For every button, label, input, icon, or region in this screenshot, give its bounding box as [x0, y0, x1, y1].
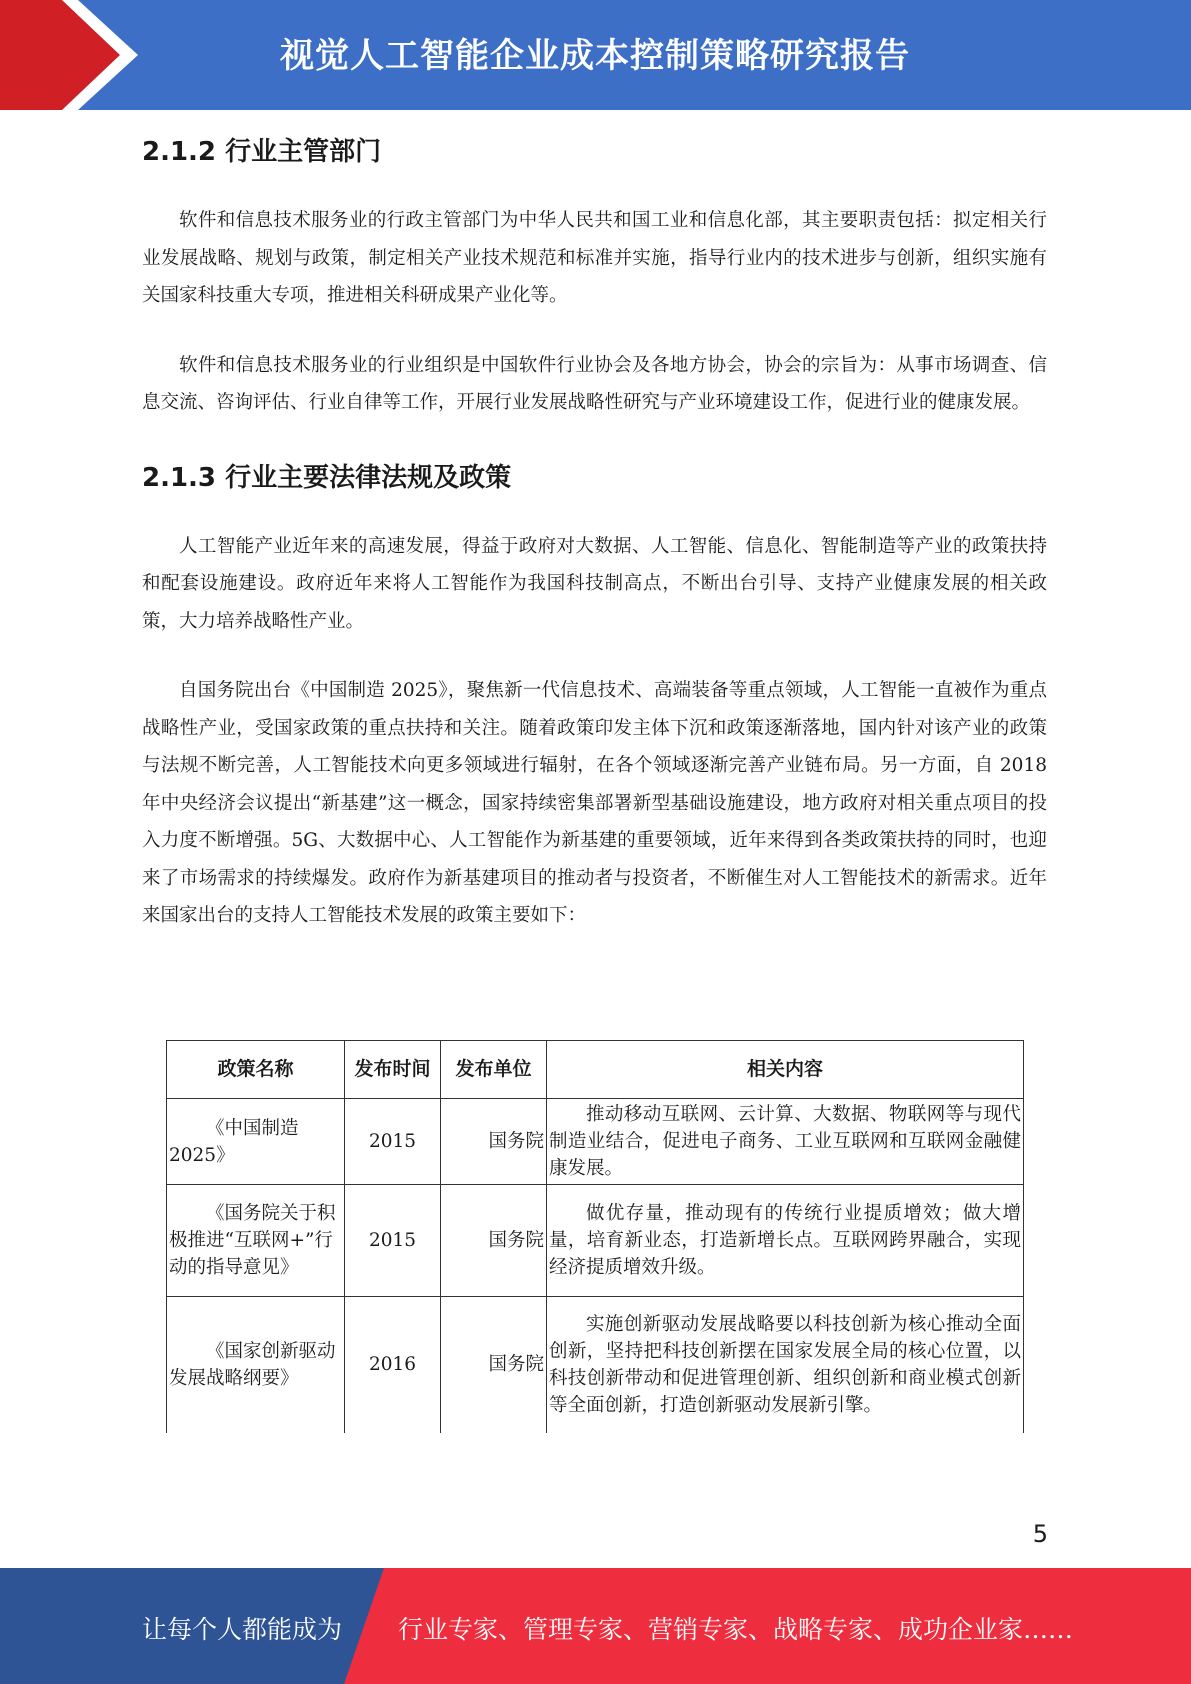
table-row	[167, 1099, 1024, 1185]
table-header-row	[167, 1041, 1024, 1099]
column-header-policy-name: 政策名称	[167, 1041, 345, 1099]
policy-name-cell: 《国务院关于积极推进“互联网+”行动的指导意见》	[167, 1185, 345, 1297]
section-heading-2-1-2: 2.1.2 行业主管部门	[142, 137, 382, 167]
paragraph: 软件和信息技术服务业的行政主管部门为中华人民共和国工业和信息化部，其主要职责包括：拟定相关行业发展战略、规划与政策，制定相关产业技术规范和标准并实施，指导行业内的技术进步与创新，组织实施有关国家科技重大专项，推进相关科研成果产业化等。	[142, 210, 1047, 306]
issuer-cell: 国务院	[441, 1185, 547, 1297]
release-time-cell: 2016	[345, 1297, 441, 1433]
table-row	[167, 1185, 1024, 1297]
footer-slogan-left: 让每个人都能成为	[142, 1615, 343, 1644]
content-cell: 实施创新驱动发展战略要以科技创新为核心推动全面创新，坚持把科技创新摆在国家发展全局的核心位置，以科技创新带动和促进管理创新、组织创新和商业模式创新等全面创新，打造创新驱动发展新引擎。	[547, 1297, 1024, 1433]
policy-name-cell: 《国家创新驱动发展战略纲要》	[167, 1297, 345, 1433]
paragraph: 自国务院出台《中国制造 2025》，聚焦新一代信息技术、高端装备等重点领域，人工智能一直被作为重点战略性产业，受国家政策的重点扶持和关注。随着政策印发主体下沉和政策逐渐落地，国内针对该产业的政策与法规不断完善，人工智能技术向更多领域进行辐射，在各个领域逐渐完善产业链布局。另一方面，自 2018 年中央经济会议提出“新基建”这一概念，国家持续密集部署新型基础设施建设，地方政府对相关重点项目的投入力度不断增强。5G、大数据中心、人工智能作为新基建的重要领域，近年来得到各类政策扶持的同时，也迎来了市场需求的持续爆发。政府作为新基建项目的推动者与投资者，不断催生对人工智能技术的新需求。近年来国家出台的支持人工智能技术发展的政策主要如下：	[142, 680, 1047, 926]
release-time-cell: 2015	[345, 1185, 441, 1297]
paragraph: 人工智能产业近年来的高速发展，得益于政府对大数据、人工智能、信息化、智能制造等产业的政策扶持和配套设施建设。政府近年来将人工智能作为我国科技制高点，不断出台引导、支持产业健康发展的相关政策，大力培养战略性产业。	[142, 535, 1047, 632]
column-header-content: 相关内容	[547, 1041, 1024, 1099]
release-time-cell: 2015	[345, 1099, 441, 1185]
document-body	[142, 128, 1047, 935]
paragraph: 软件和信息技术服务业的行业组织是中国软件行业协会及各地方协会，协会的宗旨为：从事市场调查、信息交流、咨询评估、行业自律等工作，开展行业发展战略性研究与产业环境建设工作，促进行业的健康发展。	[142, 354, 1047, 413]
column-header-release-time: 发布时间	[345, 1041, 441, 1099]
content-cell: 推动移动互联网、云计算、大数据、物联网等与现代制造业结合，促进电子商务、工业互联网和互联网金融健康发展。	[547, 1099, 1024, 1185]
report-header	[0, 0, 1191, 110]
page-number: 5	[1032, 1520, 1048, 1548]
issuer-cell: 国务院	[441, 1297, 547, 1433]
report-footer	[0, 1568, 1191, 1684]
table-row	[167, 1297, 1024, 1433]
report-title: 视觉人工智能企业成本控制策略研究报告	[280, 36, 910, 76]
header-arrow-graphic	[0, 0, 160, 110]
content-cell: 做优存量，推动现有的传统行业提质增效；做大增量，培育新业态，打造新增长点。互联网跨界融合，实现经济提质增效升级。	[547, 1185, 1024, 1297]
column-header-issuer: 发布单位	[441, 1041, 547, 1099]
section-heading-2-1-3: 2.1.3 行业主要法律法规及政策	[142, 462, 512, 493]
policy-table	[166, 1040, 1024, 1433]
issuer-cell: 国务院	[441, 1099, 547, 1185]
policy-name-cell: 《中国制造 2025》	[167, 1099, 345, 1185]
footer-slogan-right: 行业专家、管理专家、营销专家、战略专家、成功企业家……	[398, 1615, 1074, 1644]
